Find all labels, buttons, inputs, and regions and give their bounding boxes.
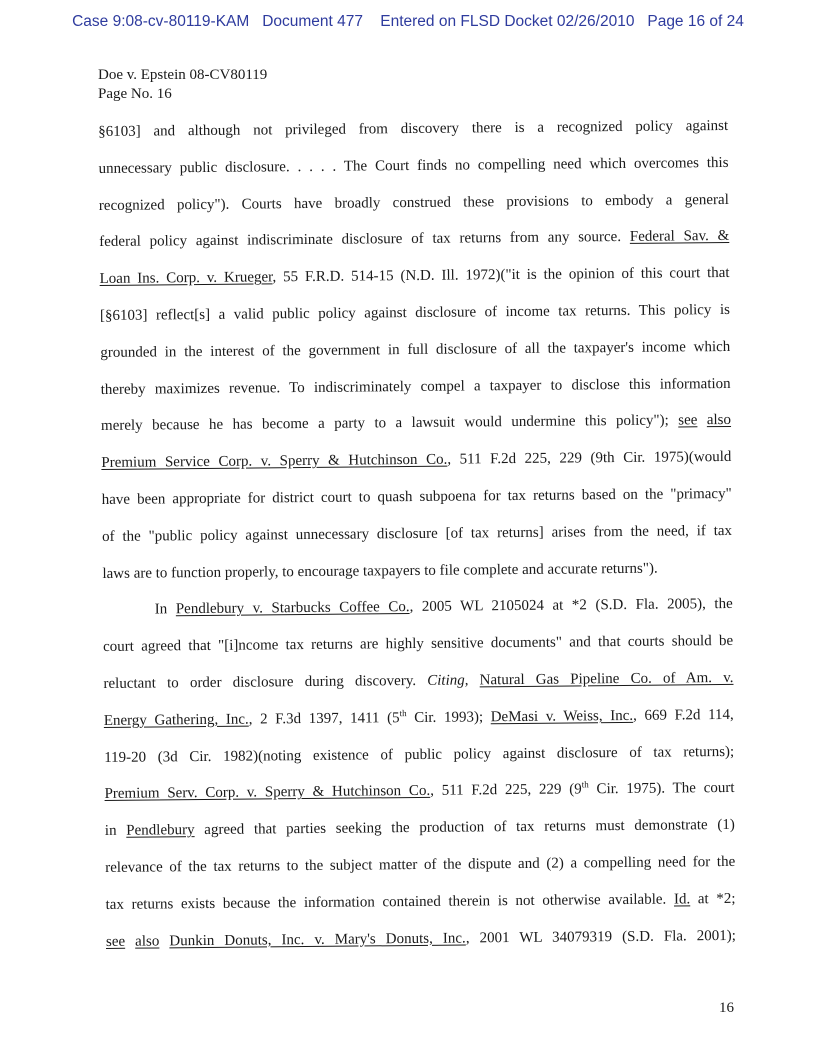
case-citation: Premium Serv. Corp. v. Sperry & Hutchinson Co. [104, 783, 431, 803]
signal-citing: Citing, [427, 672, 469, 689]
signal-also: also [706, 412, 732, 429]
text-line: laws are to function properly, to encourage taxpayers to file complete and accurate returns"). [102, 560, 658, 582]
court-filing-stamp: Case 9:08-cv-80119-KAM Document 477 Entered on FLSD Docket 02/26/2010 Page 16 of 24 [72, 13, 744, 30]
case-citation: Pendlebury [126, 822, 195, 839]
signal-see: see [678, 412, 698, 429]
text-line: grounded in the interest of the government in full disclosure of all the taxpayer's income which [100, 338, 731, 361]
case-citation: Federal Sav. & [629, 228, 730, 246]
text-line: tax returns exists because the information contained therein is not otherwise available. Id. at *2; [105, 890, 736, 913]
text-line: Loan Ins. Corp. v. Krueger, 55 F.R.D. 514-15 (N.D. Ill. 1972)("it is the opinion of this court that [99, 265, 730, 288]
text-line: Premium Serv. Corp. v. Sperry & Hutchinson Co., 511 F.2d 225, 229 (9th Cir. 1975). The court [104, 779, 735, 803]
text-line: 119-20 (3d Cir. 1982)(noting existence of public policy against disclosure of tax returns); [104, 743, 735, 766]
text-line: thereby maximizes revenue. To indiscriminately compel a taxpayer to disclose this information [100, 375, 731, 398]
signal-also: also [135, 932, 160, 950]
text-line: federal policy against indiscriminate disclosure of tax returns from any source. Federal Sav. & [99, 228, 730, 251]
page-number: 16 [719, 1000, 734, 1016]
text-line: §6103] and although not privileged from discovery there is a recognized policy against [98, 117, 729, 140]
text-line: have been appropriate for district court to quash subpoena for tax returns based on the "primacy" [101, 485, 732, 508]
text-line: Premium Service Corp. v. Sperry & Hutchinson Co., 511 F.2d 225, 229 (9th Cir. 1975)(would [101, 449, 732, 472]
case-citation: Natural Gas Pipeline Co. of Am. v. [479, 669, 734, 689]
text-line: relevance of the tax returns to the subject matter of the dispute and (2) a compelling need for the [105, 853, 736, 876]
signal-see: see [105, 933, 126, 950]
case-citation: Pendlebury v. Starbucks Coffee Co. [175, 599, 410, 618]
text-line: [§6103] reflect[s] a valid public policy against disclosure of income tax returns. This policy is [99, 301, 730, 324]
case-citation: Loan Ins. Corp. v. Krueger [99, 269, 273, 288]
text-line: unnecessary public disclosure. . . . . The Court finds no compelling need which overcomes this [98, 154, 729, 177]
text-line: see also Dunkin Donuts, Inc. v. Mary's Donuts, Inc., 2001 WL 34079319 (S.D. Fla. 2001); [105, 927, 736, 950]
case-citation: Energy Gathering, Inc. [103, 711, 249, 729]
case-caption: Doe v. Epstein 08-CV80119 [98, 67, 268, 83]
text-line: In Pendlebury v. Starbucks Coffee Co., 2005 WL 2105024 at *2 (S.D. Fla. 2005), the [154, 596, 733, 618]
text-line: merely because he has become a party to a lawsuit would undermine this policy"); see also [100, 412, 732, 435]
text-line: Energy Gathering, Inc., 2 F.3d 1397, 1411 (5th Cir. 1993); DeMasi v. Weiss, Inc., 669 F.2d 114, [103, 706, 734, 729]
case-citation: Premium Service Corp. v. Sperry & Hutchinson Co. [101, 451, 448, 472]
text-line: in Pendlebury agreed that parties seeking the production of tax returns must demonstrate (1) [104, 817, 735, 840]
document-caption [98, 66, 267, 104]
case-citation: DeMasi v. Weiss, Inc. [490, 707, 634, 726]
body-text [98, 108, 736, 960]
text-line: recognized policy"). Courts have broadly construed these provisions to embody a general [98, 191, 729, 214]
text-line: reluctant to order disclosure during discovery. Citing, Natural Gas Pipeline Co. of Am. v. [103, 669, 734, 692]
page-label: Page No. 16 [98, 86, 172, 102]
paragraph-2 [103, 586, 737, 960]
signal-id: Id. [673, 891, 691, 908]
text-line: of the "public policy against unnecessary disclosure [of tax returns] arises from the need, if tax [101, 522, 733, 545]
text-line: court agreed that "[i]ncome tax returns are highly sensitive documents" and that courts should be [103, 633, 734, 656]
paragraph-1 [98, 108, 733, 592]
case-citation: Dunkin Donuts, Inc. v. Mary's Donuts, Inc. [169, 930, 466, 949]
